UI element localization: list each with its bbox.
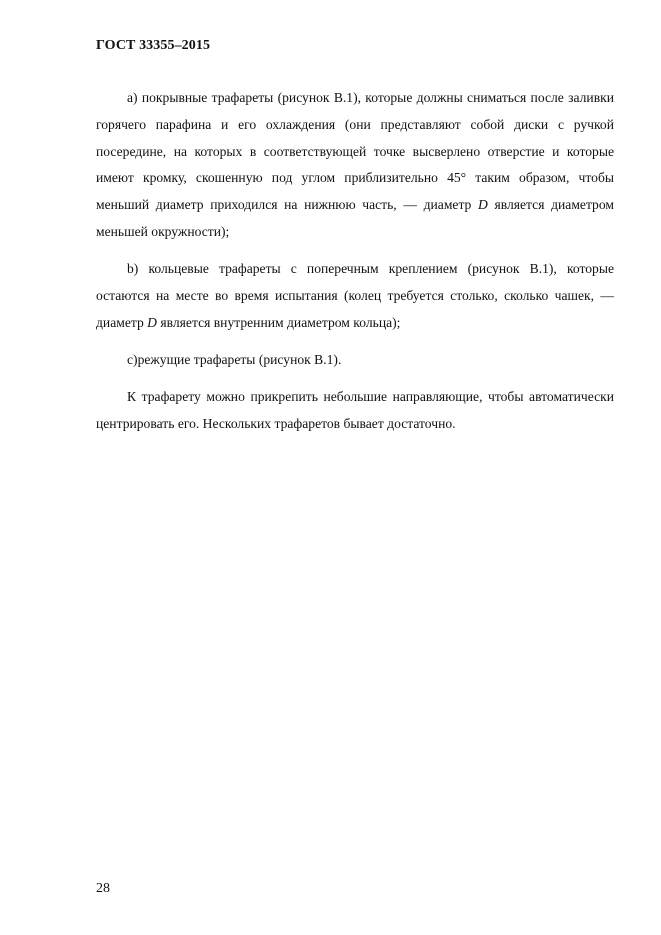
diameter-symbol: D — [147, 314, 157, 330]
document-body — [96, 85, 614, 449]
list-item-text-end: является диаметром меньшей окружности); — [96, 197, 614, 239]
list-item-marker: c) — [127, 352, 138, 368]
list-item-text: режущие трафареты (рисунок B.1). — [137, 352, 342, 368]
document-header: ГОСТ 33355–2015 — [96, 38, 211, 53]
diameter-symbol: D — [478, 197, 488, 213]
list-item-text: кольцевые трафареты с поперечным креплением (рисунок B.1), которые остаются на месте во время испытания (колец требуется столько, сколько чашек, — диаметр — [96, 261, 614, 330]
list-item-c — [96, 347, 614, 374]
body-paragraph — [96, 384, 614, 438]
list-item-text: покрывные трафареты (рисунок B.1), которые должны сниматься после заливки горячего парафина и его охлаждения (они представляют собой диски с ручкой посередине, на которых в соответствующей точке высверлено отверстие и которые имеют кромку, скошенную под углом приблизительно 45° таким образом, чтобы меньший диаметр приходился на нижнюю часть, — диаметр — [96, 90, 614, 213]
list-item-marker: b) — [127, 261, 149, 277]
page-number: 28 — [96, 881, 110, 896]
list-item-text-end: является внутренним диаметром кольца); — [157, 314, 401, 330]
list-item-a — [96, 85, 614, 246]
paragraph-text: К трафарету можно прикрепить небольшие направляющие, чтобы автоматически центрировать его. Нескольких трафаретов бывает достаточно. — [96, 389, 614, 432]
list-item-b — [96, 256, 614, 336]
list-item-marker: a) — [127, 90, 142, 105]
